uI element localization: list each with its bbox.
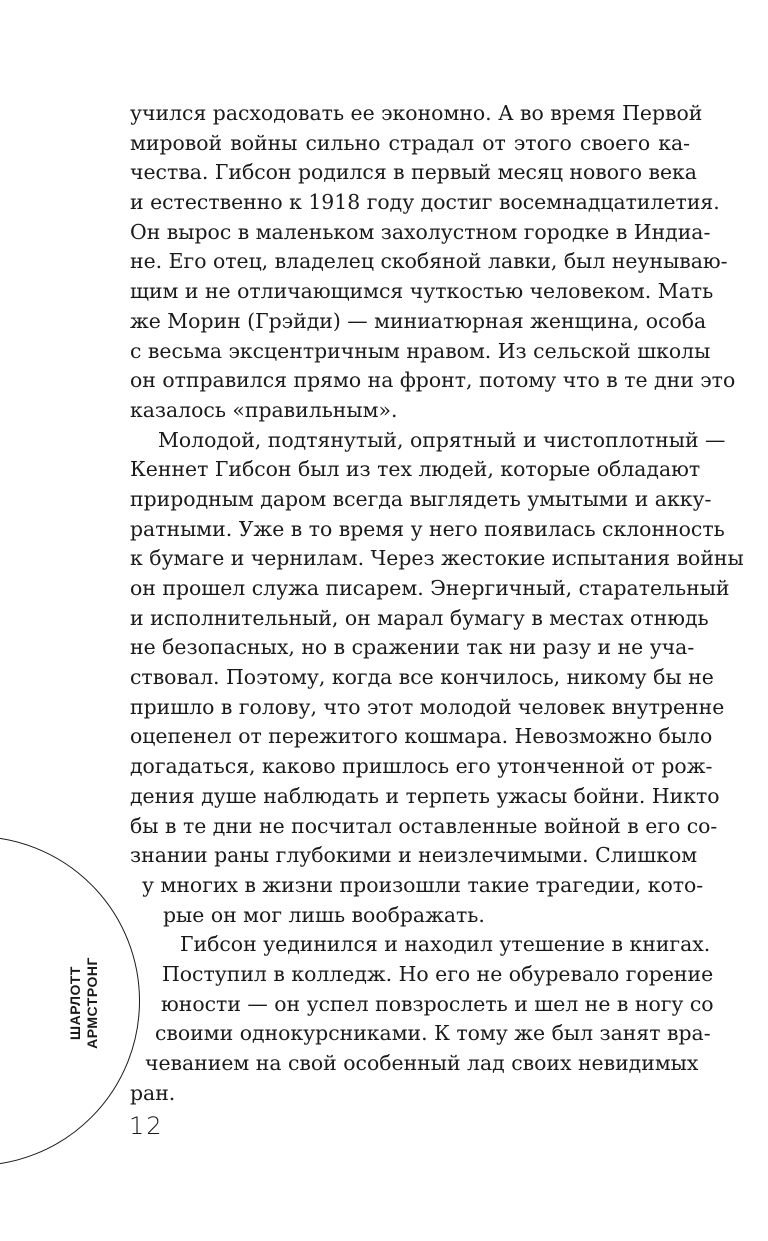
text-line: не. Его отец, владелец скобяной лавки, был неунываю-: [130, 249, 728, 274]
text-line: бы в те дни не посчитал оставленные войной в его со-: [130, 813, 718, 838]
text-line: Молодой, подтянутый, опрятный и чистоплотный —: [158, 427, 726, 452]
text-line: ран.: [130, 1080, 176, 1105]
text-line: чества. Гибсон родился в первый месяц нового века: [130, 160, 697, 185]
text-line: ствовал. Поэтому, когда все кончилось, никому бы не: [130, 665, 714, 690]
text-line: же Морин (Грэйди) — миниатюрная женщина, особа: [130, 308, 707, 333]
text-line: он прошел служа писарем. Энергичный, старательный: [130, 576, 730, 600]
page-number: 12: [129, 1112, 164, 1140]
text-line: мировой войны сильно страдал от этого своего ка-: [130, 130, 690, 155]
text-line: оцепенел от пережитого кошмара. Невозможно было: [130, 724, 713, 749]
text-line: учился расходовать ее экономно. А во время Первой: [130, 101, 703, 125]
text-line: с весьма эксцентричным нравом. Из сельской школы: [130, 338, 711, 363]
text-line: не безопасных, но в сражении так ни разу и не уча-: [130, 635, 695, 660]
text-line: знании раны глубокими и неизлечимыми. Слишком: [130, 843, 698, 868]
text-line: Он вырос в маленьком захолустном городке в Индиа-: [130, 219, 711, 244]
text-line: дения душе наблюдать и терпеть ужасы бойни. Никто: [130, 783, 720, 808]
text-line: Кеннет Гибсон был из тех людей, которые обладают: [130, 457, 701, 482]
text-line: догадаться, каково пришлось его утонченной от рож-: [130, 754, 713, 779]
text-line: юности — он успел повзрослеть и шел не в ногу со: [161, 991, 714, 1016]
text-line: своими однокурсниками. К тому же был занят вра-: [155, 1021, 711, 1046]
text-line: щим и не отличающимся чуткостью человеком. Мать: [130, 279, 714, 304]
text-line: у многих в жизни произошли такие трагедии, кото-: [142, 872, 704, 897]
text-line: пришло в голову, что этот молодой человек внутренне: [130, 694, 725, 719]
text-line: природным даром всегда выглядеть умытыми и акку-: [130, 486, 712, 511]
text-line: казалось «правильным».: [130, 397, 398, 422]
author-first-name: ШАРЛОТТ: [67, 966, 83, 1040]
text-line: и естественно к 1918 году достиг восемнадцатилетия.: [130, 190, 720, 215]
body-text: [130, 99, 744, 1108]
author-last-name: АРМСТРОНГ: [84, 957, 100, 1049]
text-line: он отправился прямо на фронт, потому что в те дни это: [130, 368, 736, 393]
text-line: рые он мог лишь воображать.: [163, 902, 485, 927]
text-line: Гибсон уединился и находил утешение в книгах.: [180, 932, 711, 957]
text-line: Поступил в колледж. Но его не обуревало горение: [162, 961, 714, 986]
text-line: и исполнительный, он марал бумагу в местах отнюдь: [130, 605, 709, 630]
text-line: чеванием на свой особенный лад своих невидимых: [145, 1051, 699, 1075]
text-line: к бумаге и чернилам. Через жестокие испытания войны: [130, 546, 744, 571]
text-line: ратными. Уже в то время у него появилась склонность: [130, 516, 725, 541]
author-name: [67, 957, 101, 1049]
